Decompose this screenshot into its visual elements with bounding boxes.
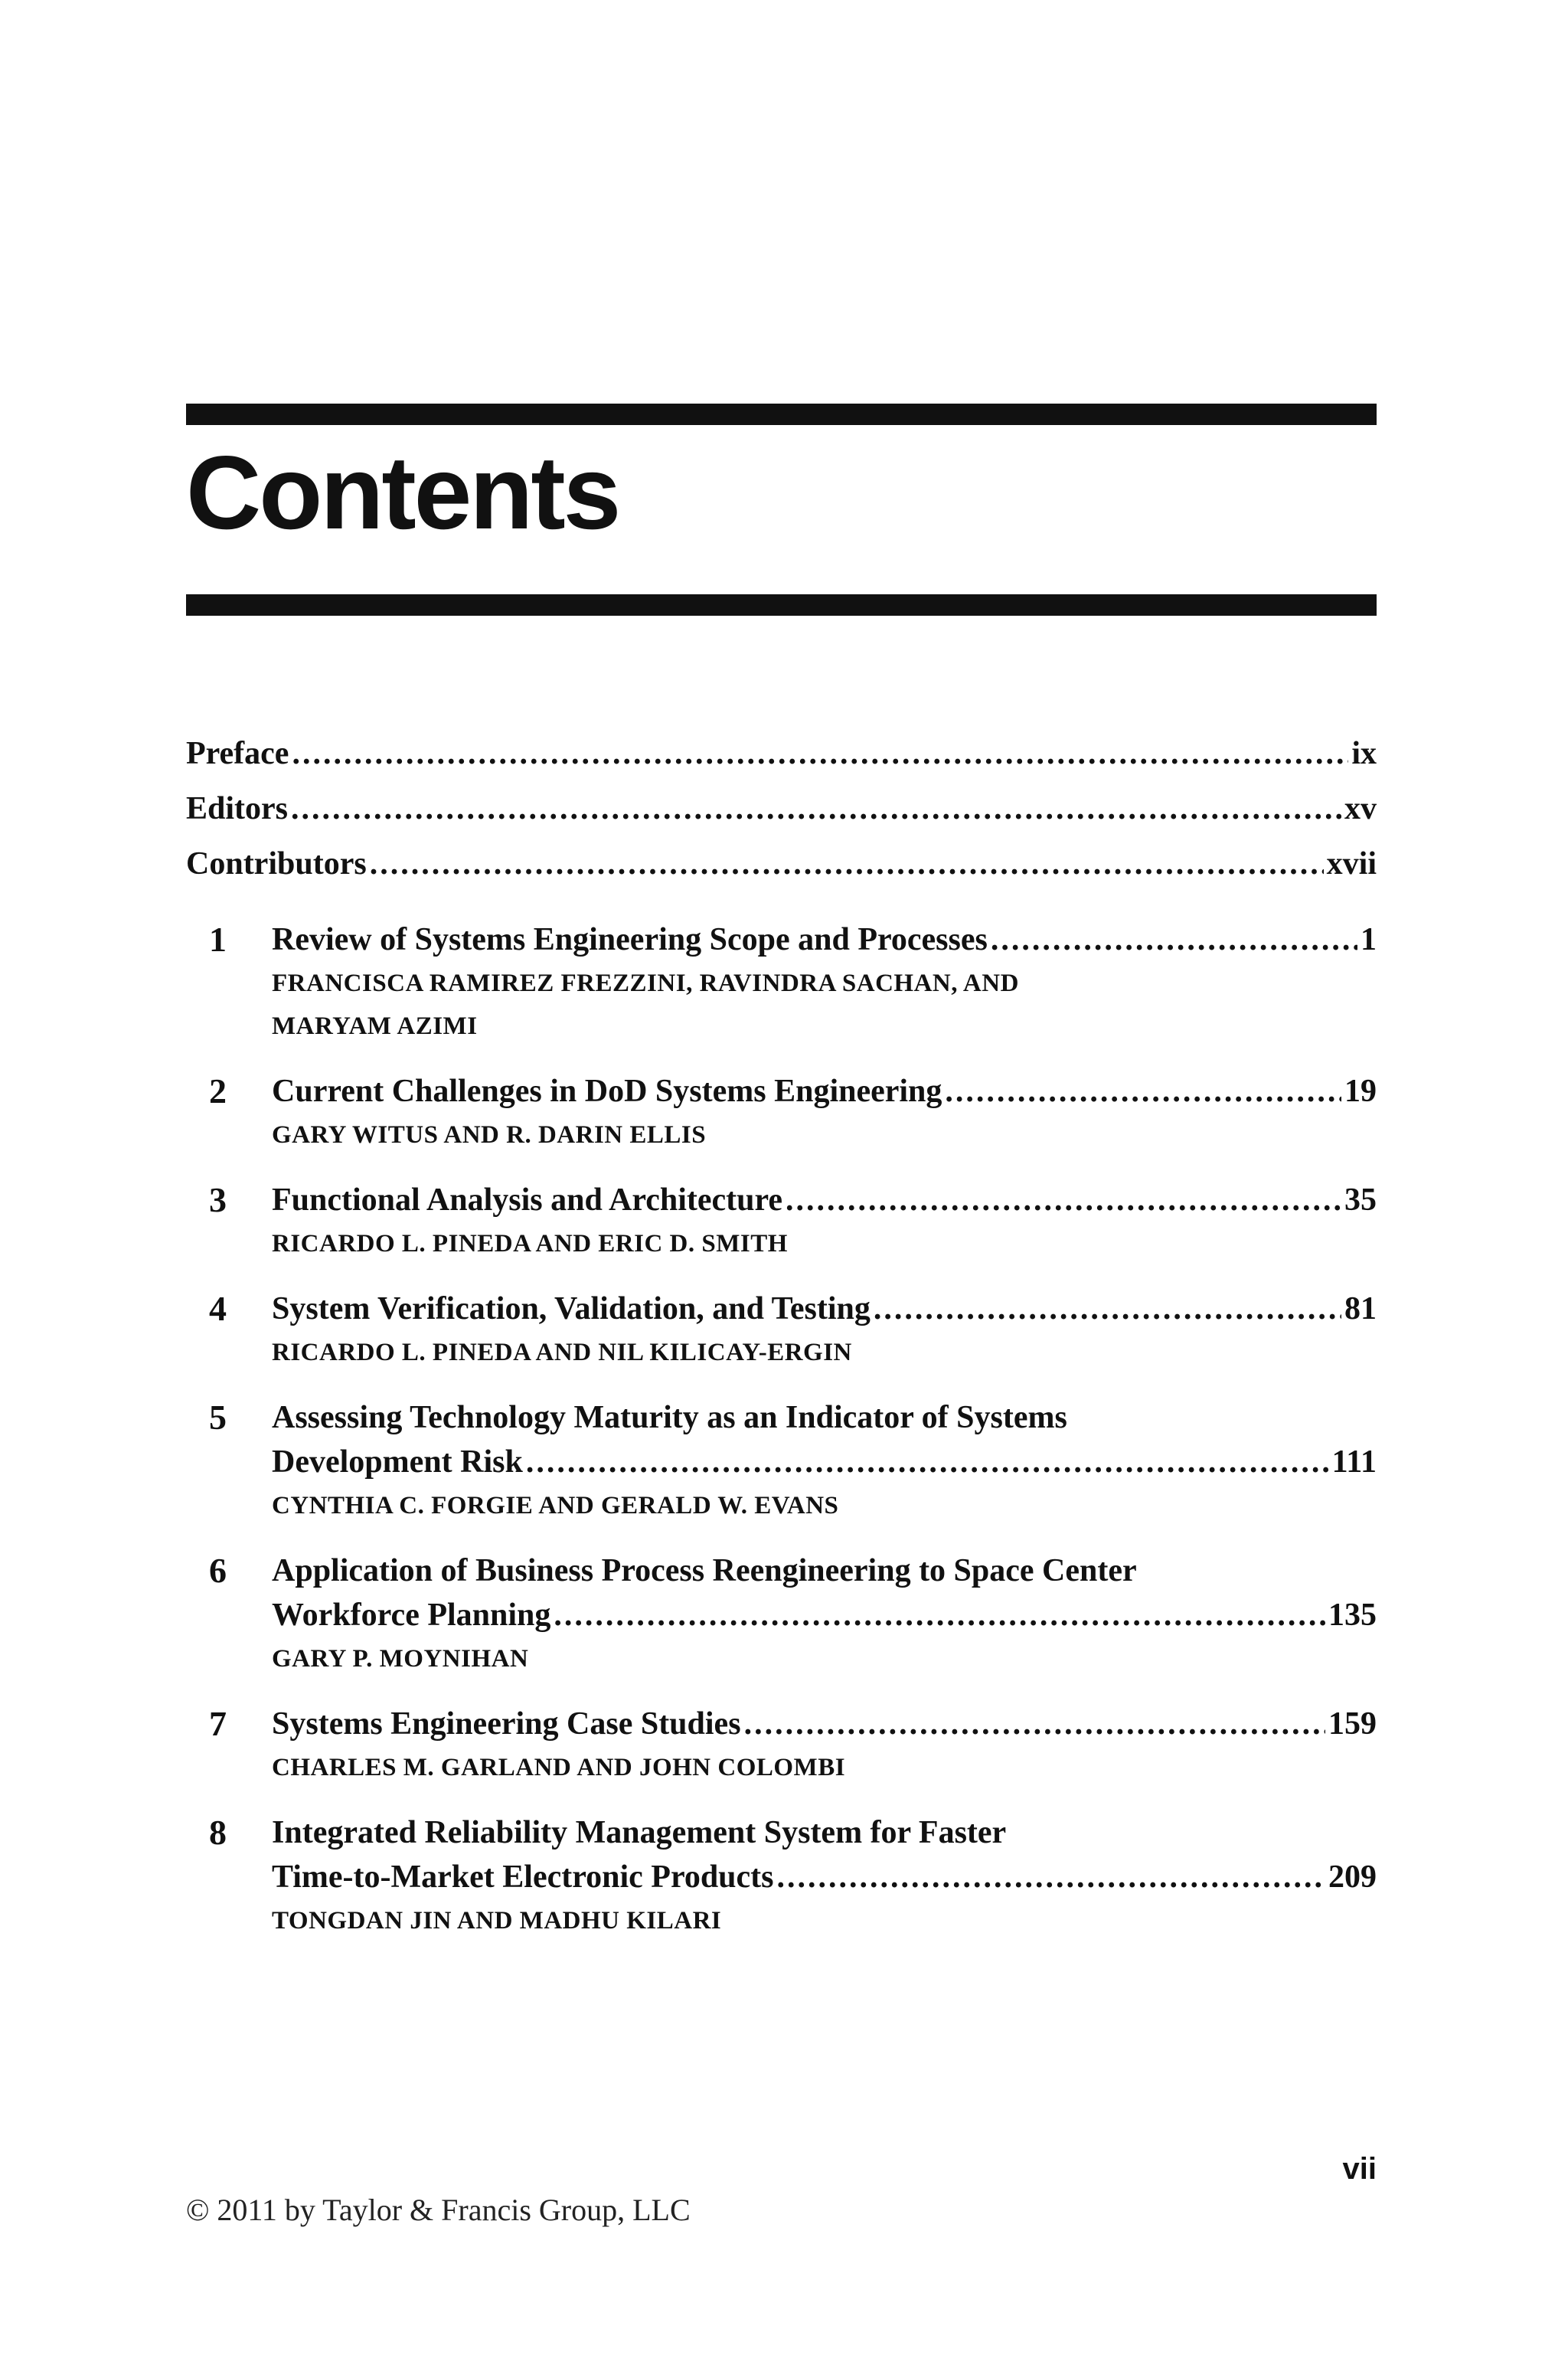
chapter-title-line: Current Challenges in DoD Systems Engineering [272, 1074, 942, 1109]
chapter-title-row [272, 1178, 1377, 1222]
author-line: FRANCISCA RAMIREZ FREZZINI, RAVINDRA SACHAN, AND [272, 970, 1019, 997]
chapter-page: 111 [1331, 1444, 1377, 1480]
chapter-title-line: Integrated Reliability Management System for Faster [272, 1815, 1007, 1850]
chapter-entry[interactable] [186, 1549, 1377, 1680]
chapter-number: 1 [209, 920, 227, 959]
dot-leader [291, 790, 1341, 827]
chapter-title-row [272, 1702, 1377, 1746]
chapter-number: 2 [209, 1071, 227, 1110]
chapter-entry[interactable] [186, 1395, 1377, 1527]
dot-leader [744, 1702, 1325, 1746]
author-line: GARY WITUS AND R. DARIN ELLIS [272, 1121, 707, 1149]
top-rule [186, 404, 1377, 425]
chapter-entry[interactable] [186, 1069, 1377, 1156]
chapter-entry[interactable] [186, 1810, 1377, 1942]
author-line: RICARDO L. PINEDA AND NIL KILICAY-ERGIN [272, 1339, 852, 1366]
chapter-number: 6 [209, 1551, 227, 1590]
page-title: Contents [186, 434, 619, 551]
dot-leader [526, 1440, 1329, 1484]
chapter-page: 135 [1328, 1598, 1377, 1633]
chapter-number: 4 [209, 1289, 227, 1328]
chapter-title-row [272, 917, 1377, 962]
dot-leader [991, 917, 1357, 962]
chapter-page: 35 [1344, 1182, 1377, 1218]
chapter-title-line: System Verification, Validation, and Testing [272, 1291, 871, 1326]
chapter-title-line: Development Risk [272, 1444, 523, 1480]
chapter-authors [272, 1637, 1377, 1680]
author-line: CHARLES M. GARLAND AND JOHN COLOMBI [272, 1754, 846, 1781]
author-line: MARYAM AZIMI [272, 1012, 478, 1040]
page-number: vii [1342, 2152, 1377, 2186]
chapter-number: 8 [209, 1813, 227, 1852]
toc-entry-page: xv [1344, 791, 1377, 826]
chapter-title-line: Systems Engineering Case Studies [272, 1706, 741, 1742]
toc-entry-page: xvii [1326, 846, 1377, 881]
toc-entry[interactable] [186, 845, 1377, 901]
bottom-rule [186, 594, 1377, 616]
chapter-authors [272, 1899, 1377, 1942]
dot-leader [786, 1178, 1341, 1222]
author-line: RICARDO L. PINEDA AND ERIC D. SMITH [272, 1230, 788, 1258]
chapter-authors [272, 1484, 1377, 1527]
dot-leader [874, 1287, 1341, 1331]
chapter-title-line: Application of Business Process Reengineering to Space Center [272, 1553, 1137, 1588]
toc-entry-label: Editors [186, 791, 289, 826]
chapter-entry[interactable] [186, 1702, 1377, 1789]
chapter-title-row [272, 1069, 1377, 1114]
chapter-page: 209 [1328, 1859, 1377, 1895]
chapter-title-row [272, 1855, 1377, 1899]
chapter-authors [272, 962, 1377, 1048]
chapter-title-line: Functional Analysis and Architecture [272, 1182, 783, 1218]
chapter-title-line: Assessing Technology Maturity as an Indicator of Systems [272, 1400, 1067, 1435]
dot-leader [292, 735, 1348, 772]
copyright-notice: © 2011 by Taylor & Francis Group, LLC [186, 2193, 691, 2227]
chapter-entry[interactable] [186, 917, 1377, 1048]
chapter-page: 1 [1361, 922, 1377, 957]
toc-entry[interactable] [186, 790, 1377, 845]
chapter-page: 19 [1344, 1074, 1377, 1109]
dot-leader [945, 1069, 1341, 1114]
dot-leader [370, 845, 1324, 882]
author-line: CYNTHIA C. FORGIE AND GERALD W. EVANS [272, 1492, 839, 1519]
dot-leader [554, 1593, 1325, 1637]
chapter-number: 5 [209, 1398, 227, 1437]
chapter-authors [272, 1222, 1377, 1265]
author-line: TONGDAN JIN AND MADHU KILARI [272, 1907, 722, 1935]
chapter-title-line: Workforce Planning [272, 1598, 551, 1633]
front-matter-list [186, 735, 1377, 901]
chapter-authors [272, 1746, 1377, 1789]
toc-entry-page: ix [1351, 736, 1377, 771]
dot-leader [777, 1855, 1325, 1899]
toc-entry[interactable] [186, 735, 1377, 790]
chapter-title-row [272, 1440, 1377, 1484]
chapter-title-row [272, 1593, 1377, 1637]
chapter-page: 81 [1344, 1291, 1377, 1326]
chapter-entry[interactable] [186, 1287, 1377, 1374]
chapter-title-line: Time-to-Market Electronic Products [272, 1859, 774, 1895]
chapter-number: 3 [209, 1180, 227, 1219]
chapter-list [186, 917, 1377, 1942]
chapter-authors [272, 1114, 1377, 1156]
author-line: GARY P. MOYNIHAN [272, 1645, 529, 1673]
toc-entry-label: Preface [186, 736, 289, 771]
chapter-page: 159 [1328, 1706, 1377, 1742]
toc-entry-label: Contributors [186, 846, 367, 881]
chapter-number: 7 [209, 1704, 227, 1743]
table-of-contents [186, 735, 1377, 1942]
chapter-title-line: Review of Systems Engineering Scope and Processes [272, 922, 988, 957]
chapter-entry[interactable] [186, 1178, 1377, 1265]
chapter-authors [272, 1331, 1377, 1374]
chapter-title-row [272, 1287, 1377, 1331]
